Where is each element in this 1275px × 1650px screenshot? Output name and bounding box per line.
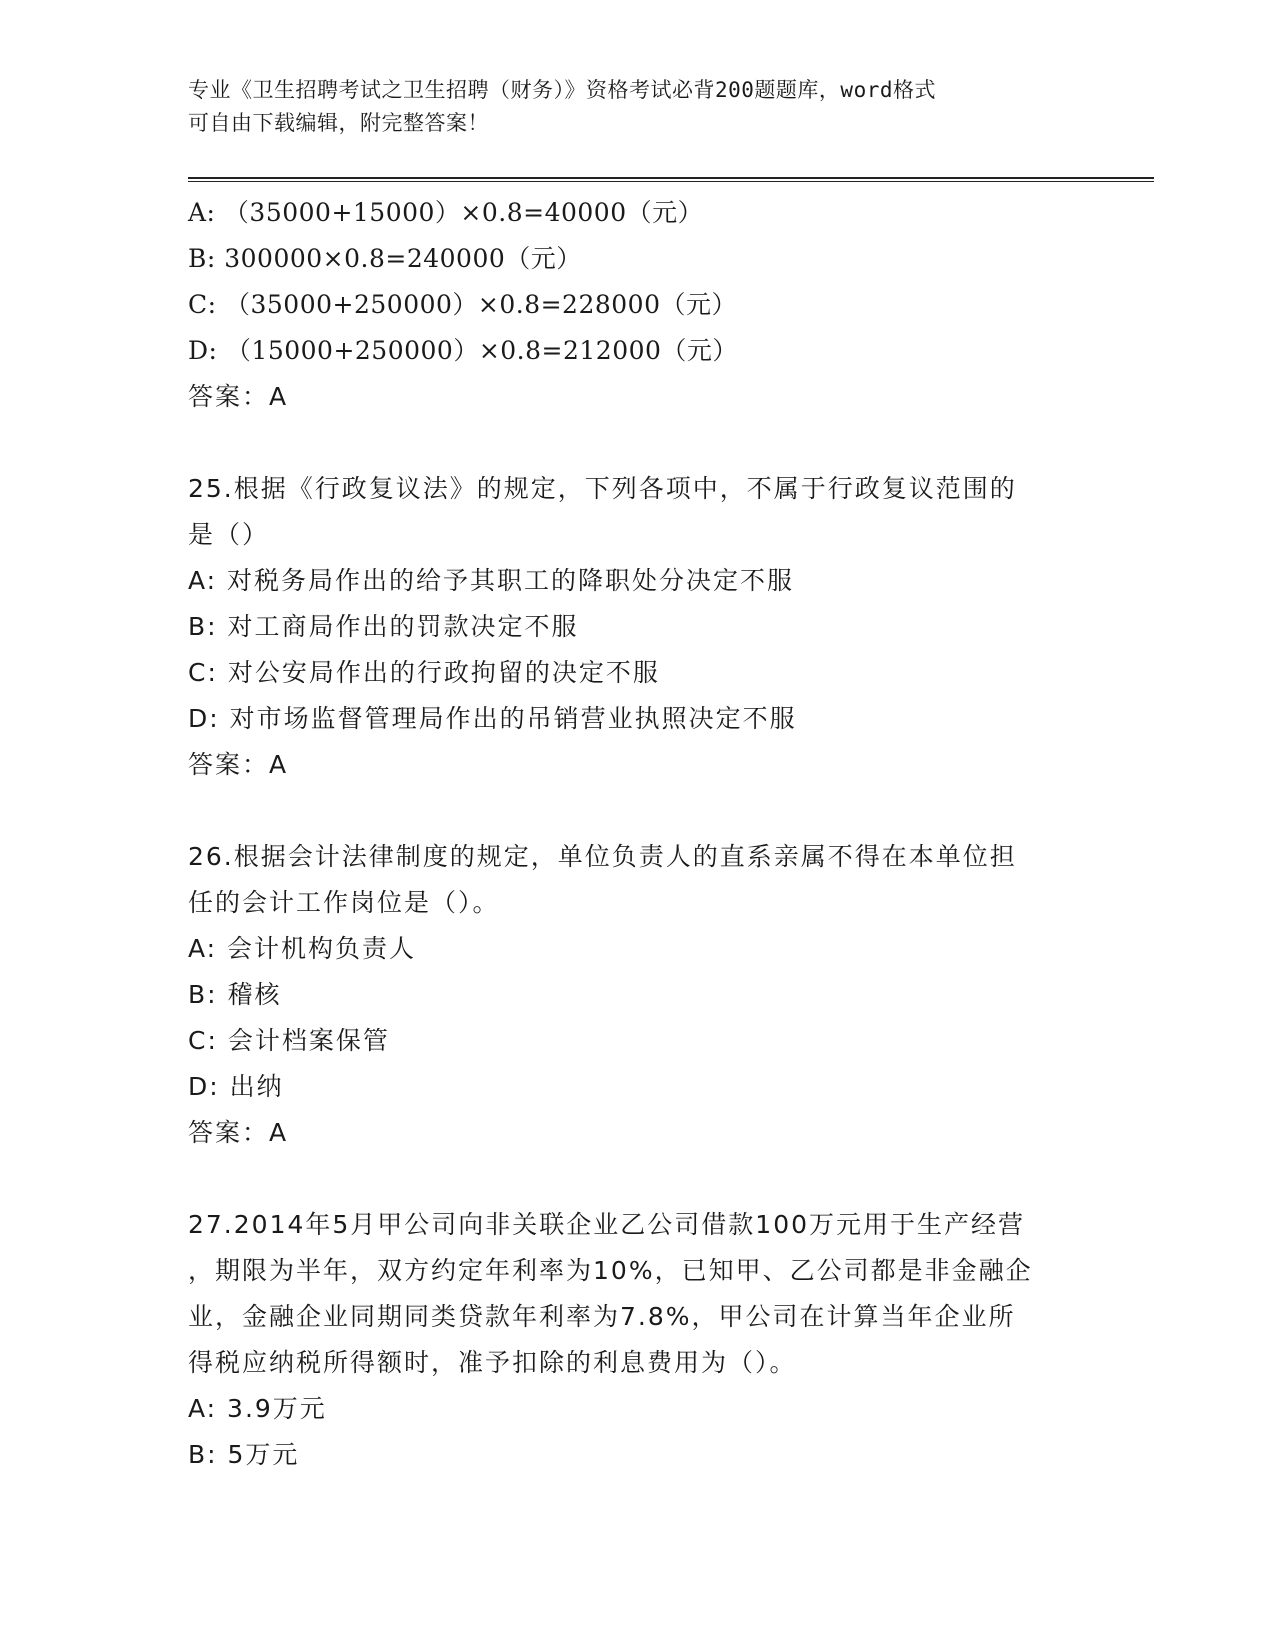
- spacer: [188, 1156, 1088, 1202]
- question-stem-line: 任的会计工作岗位是（）。: [188, 888, 500, 917]
- question-25: [188, 466, 1088, 788]
- option-d: D: 出纳: [188, 1072, 284, 1101]
- spacer: [188, 788, 1088, 834]
- header-line-2: 可自由下载编辑，附完整答案！: [188, 111, 489, 135]
- option-c: C: 会计档案保管: [188, 1026, 390, 1055]
- question-27: [188, 1202, 1088, 1478]
- option-d: D: （15000+250000）×0.8=212000（元）: [188, 336, 738, 365]
- answer-line: 答案：A: [188, 382, 289, 411]
- answer-line: 答案：A: [188, 750, 289, 779]
- question-stem-line: 是（）: [188, 520, 270, 549]
- question-24-tail: [188, 190, 1088, 420]
- question-stem-line: 业，金融企业同期同类贷款年利率为7.8%，甲公司在计算当年企业所: [188, 1302, 1016, 1331]
- option-b: B: 对工商局作出的罚款决定不服: [188, 612, 579, 641]
- question-stem-line: 26.根据会计法律制度的规定，单位负责人的直系亲属不得在本单位担: [188, 842, 1017, 871]
- option-a: A: 3.9万元: [188, 1394, 327, 1423]
- document-body: [188, 190, 1088, 1478]
- option-c: C: 对公安局作出的行政拘留的决定不服: [188, 658, 660, 687]
- option-d: D: 对市场监督管理局作出的吊销营业执照决定不服: [188, 704, 797, 733]
- answer-line: 答案：A: [188, 1118, 289, 1147]
- question-26: [188, 834, 1088, 1156]
- option-a: A: （35000+15000）×0.8=40000（元）: [188, 198, 704, 227]
- question-stem-line: 25.根据《行政复议法》的规定，下列各项中，不属于行政复议范围的: [188, 474, 1017, 503]
- header-line-1: 专业《卫生招聘考试之卫生招聘（财务）》资格考试必背200题题库，word格式: [188, 78, 936, 102]
- option-a: A: 对税务局作出的给予其职工的降职处分决定不服: [188, 566, 795, 595]
- question-stem-line: 27.2014年5月甲公司向非关联企业乙公司借款100万元用于生产经营: [188, 1210, 1026, 1239]
- option-b: B: 300000×0.8=240000（元）: [188, 244, 582, 273]
- spacer: [188, 420, 1088, 466]
- header-rule-thin: [188, 181, 1154, 182]
- question-stem-line: 得税应纳税所得额时，准予扣除的利息费用为（）。: [188, 1348, 797, 1377]
- question-stem-line: ，期限为半年，双方约定年利率为10%，已知甲、乙公司都是非金融企: [188, 1256, 1033, 1285]
- option-c: C: （35000+250000）×0.8=228000（元）: [188, 290, 737, 319]
- header-rule-thick: [188, 177, 1154, 179]
- option-a: A: 会计机构负责人: [188, 934, 417, 963]
- option-b: B: 稽核: [188, 980, 282, 1009]
- document-header: [188, 74, 1068, 140]
- option-b: B: 5万元: [188, 1440, 300, 1469]
